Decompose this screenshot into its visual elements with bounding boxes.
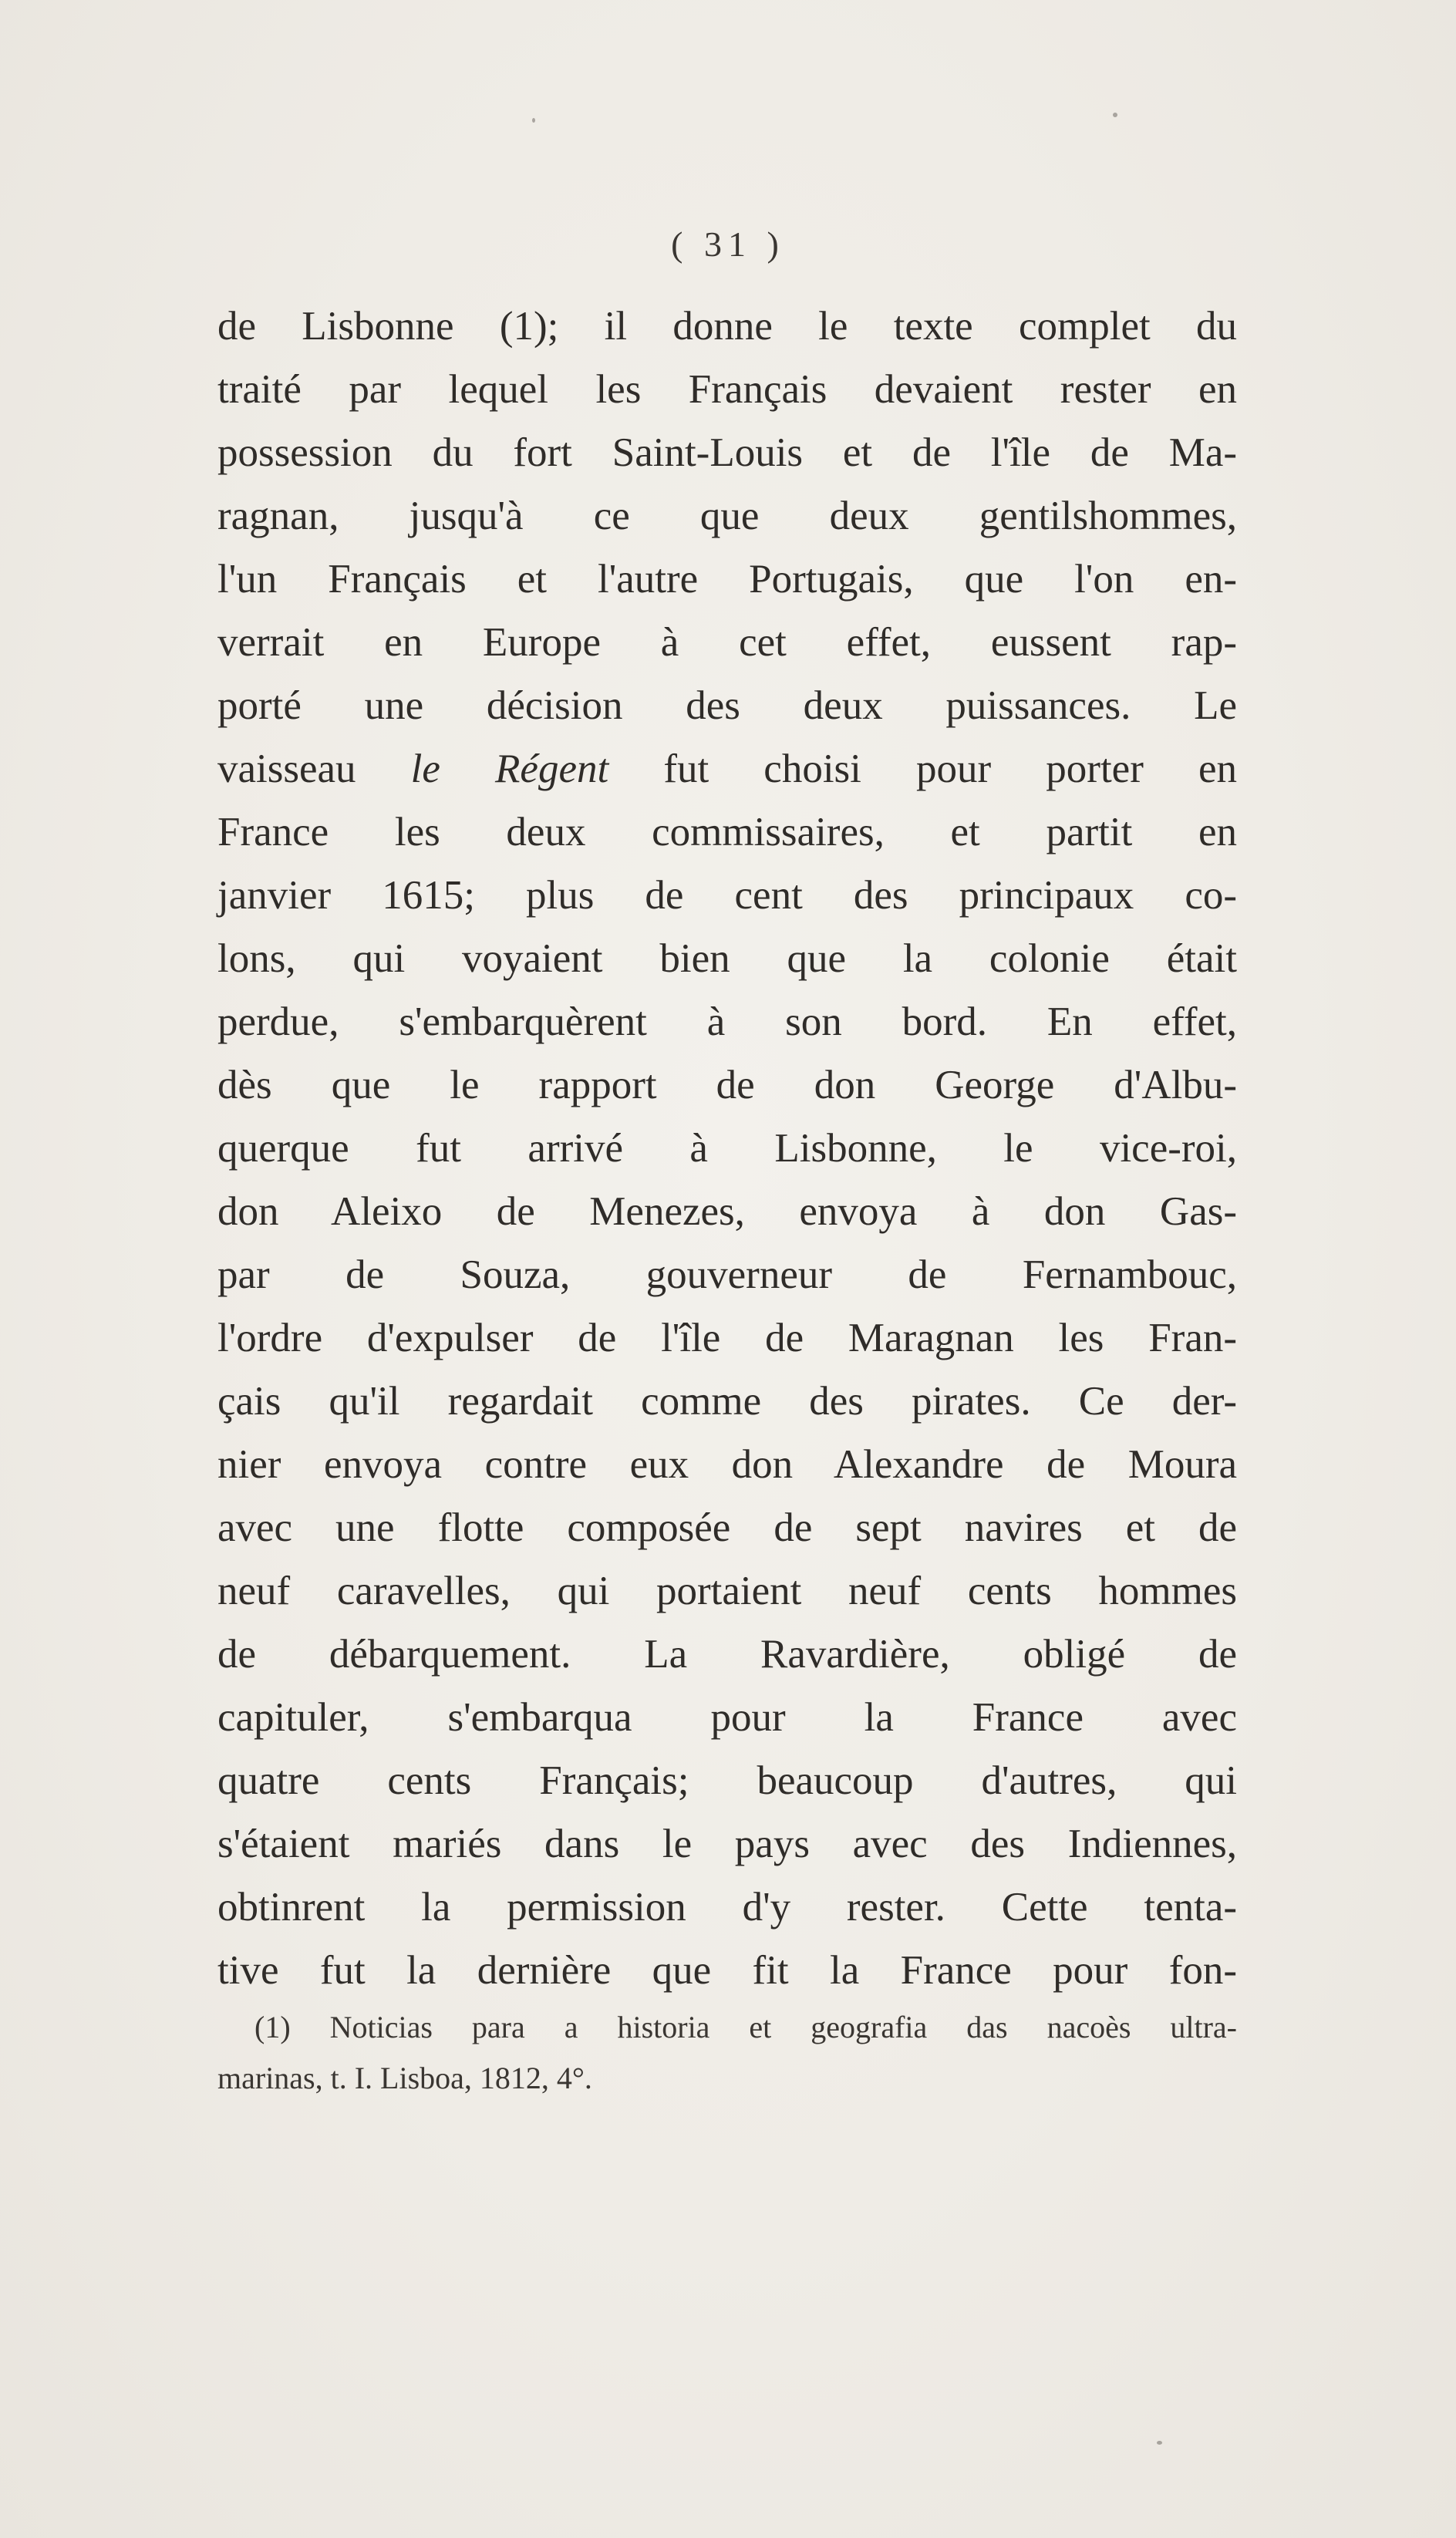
body-text [217,295,1237,2002]
text-line: porté une décision des deux puissances. Le [217,683,1237,728]
text-segment: vaisseau [217,747,411,791]
text-line: verrait en Europe à cet effet, eussent rap- [217,620,1237,665]
text-line: don Aleixo de Menezes, envoya à don Gas- [217,1189,1237,1234]
ship-name-italic: le Régent [410,747,609,791]
text-line: obtinrent la permission d'y rester. Cette tenta- [217,1885,1237,1930]
text-line: tive fut la dernière que fit la France pour fon- [217,1948,1237,1993]
text-line: dès que le rapport de don George d'Albu- [217,1063,1237,1107]
text-line: quatre cents Français; beaucoup d'autres, qui [217,1758,1237,1803]
text-line: nier envoya contre eux don Alexandre de Moura [217,1442,1237,1487]
text-line: de Lisbonne (1); il donne le texte complet du [217,304,1237,349]
ink-speck [1113,113,1117,117]
footnote [217,2002,1237,2104]
text-segment: fut choisi pour porter en [663,747,1237,791]
text-line: traité par lequel les Français devaient rester en [217,367,1237,412]
text-line: lons, qui voyaient bien que la colonie était [217,936,1237,981]
text-line: neuf caravelles, qui portaient neuf cents hommes [217,1569,1237,1613]
text-line: querque fut arrivé à Lisbonne, le vice-roi, [217,1126,1237,1171]
footnote-line: (1) Noticias para a historia et geografia das nacoès ultra- [254,2010,1237,2044]
text-line: ragnan, jusqu'à ce que deux gentilshommes, [217,494,1237,538]
text-line: de débarquement. La Ravardière, obligé de [217,1632,1237,1677]
ink-speck [532,118,535,123]
text-line: janvier 1615; plus de cent des principaux co- [217,873,1237,918]
ink-speck [1157,2441,1162,2445]
text-line: avec une flotte composée de sept navires et de [217,1505,1237,1550]
text-line-with-italic [217,737,1237,800]
text-line: France les deux commissaires, et partit en [217,810,1237,854]
text-line: l'un Français et l'autre Portugais, que l'on en- [217,557,1237,602]
text-line: s'étaient mariés dans le pays avec des Indiennes, [217,1822,1237,1866]
text-line: par de Souza, gouverneur de Fernambouc, [217,1252,1237,1297]
text-line: l'ordre d'expulser de l'île de Maragnan les Fran- [217,1316,1237,1360]
page-number: ( 31 ) [671,224,785,264]
footnote-line: marinas, t. I. Lisboa, 1812, 4°. [217,2061,592,2095]
text-line: possession du fort Saint-Louis et de l'île de Ma- [217,430,1237,475]
text-line: capituler, s'embarqua pour la France avec [217,1695,1237,1740]
text-line: çais qu'il regardait comme des pirates. Ce der- [217,1379,1237,1424]
text-line: perdue, s'embarquèrent à son bord. En effet, [217,999,1237,1044]
